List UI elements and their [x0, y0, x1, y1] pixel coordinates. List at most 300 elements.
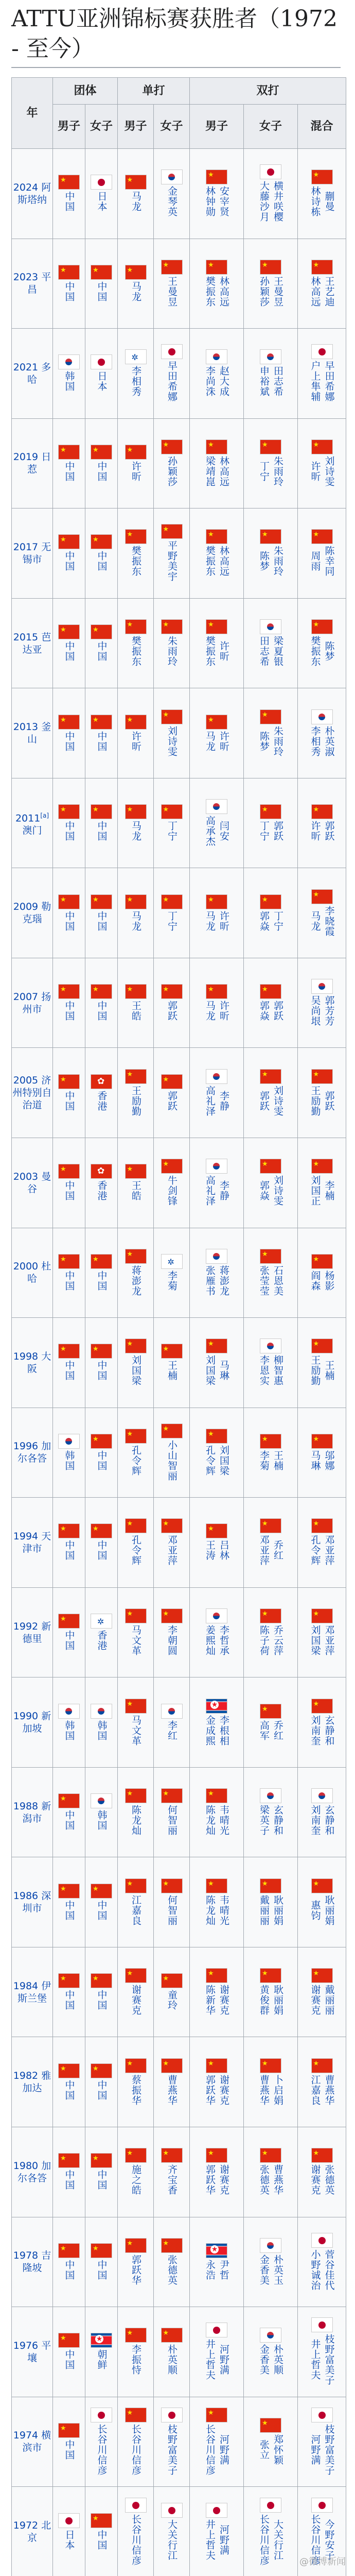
team-women-name[interactable]: 中国	[96, 2259, 108, 2280]
singles-women-name[interactable]: 枝野富美子	[166, 2424, 178, 2476]
team-women-name[interactable]: 中国	[96, 2170, 108, 2191]
player-name[interactable]: 许昕	[309, 821, 321, 842]
player-name[interactable]: 马龙	[204, 910, 216, 931]
singles-women-name[interactable]: 齐宝香	[166, 2164, 178, 2196]
player-name[interactable]: 乔红	[272, 1720, 284, 1741]
year-label[interactable]: 1976 平壤	[13, 2340, 51, 2364]
player-name[interactable]: 丁宁	[272, 910, 284, 931]
player-name[interactable]: 刘国正	[309, 1175, 321, 1207]
singles-women-name[interactable]: 王楠	[166, 1360, 178, 1381]
player-name[interactable]: 耿丽娟	[272, 1985, 284, 2016]
player-name[interactable]: 柳智惠	[272, 1355, 284, 1386]
player-name[interactable]: 王曼昱	[272, 276, 284, 307]
singles-women-name[interactable]: 李红	[166, 1720, 178, 1741]
player-name[interactable]: 乔云萍	[272, 1625, 284, 1656]
year-cell[interactable]	[12, 1408, 53, 1498]
player-name[interactable]: 河野满	[218, 2524, 230, 2555]
singles-men-name[interactable]: 孔令辉	[130, 1445, 142, 1476]
year-label[interactable]: 2024 阿斯塔纳	[13, 181, 51, 206]
player-name[interactable]: 朱雨玲	[272, 725, 284, 757]
player-name[interactable]: 林诗栋	[309, 186, 321, 217]
player-name[interactable]: 田志希	[258, 636, 270, 667]
team-women-name[interactable]: 香港	[96, 1090, 108, 1111]
team-women-name[interactable]: 中国	[96, 281, 108, 302]
year-cell[interactable]	[12, 1947, 53, 2037]
singles-women-name[interactable]: 孙颖莎	[166, 455, 178, 487]
year-note[interactable]: [a]	[40, 811, 49, 819]
year-cell[interactable]	[12, 2217, 53, 2307]
year-label[interactable]: 1980 加尔各答	[13, 2160, 51, 2184]
year-cell[interactable]	[12, 1498, 53, 1588]
player-name[interactable]: 曹燕华	[258, 2074, 270, 2106]
team-women-name[interactable]: 中国	[96, 1450, 108, 1471]
player-name[interactable]: 刘诗雯	[272, 1085, 284, 1116]
year-cell[interactable]	[12, 958, 53, 1048]
player-name[interactable]: 李静	[218, 1090, 230, 1111]
player-name[interactable]: 井上哲夫	[309, 2339, 321, 2381]
player-name[interactable]: 郭跃	[272, 1001, 284, 1022]
singles-men-name[interactable]: 王皓	[130, 1180, 142, 1201]
player-name[interactable]: 梁英子	[258, 1805, 270, 1836]
year-cell[interactable]	[12, 1677, 53, 1768]
player-name[interactable]: 李根相	[218, 1715, 230, 1746]
player-name[interactable]: 耿丽娟	[323, 1894, 335, 1926]
team-men-name[interactable]: 中国	[63, 2439, 75, 2460]
year-label[interactable]: 2019 日惹	[13, 451, 51, 476]
player-name[interactable]: 高军	[258, 1720, 270, 1741]
team-women-name[interactable]: 中国	[96, 1001, 108, 1022]
year-cell[interactable]	[12, 688, 53, 778]
singles-men-name[interactable]: 刘国梁	[130, 1355, 142, 1386]
player-name[interactable]: 郭跃	[323, 821, 335, 842]
team-men-name[interactable]: 中国	[63, 1540, 75, 1561]
player-name[interactable]: 朴英玉	[272, 2254, 284, 2285]
player-name[interactable]: 林高远	[218, 546, 230, 577]
player-name[interactable]: 陈梦	[323, 641, 335, 662]
player-name[interactable]: 刘国梁	[204, 1355, 216, 1386]
year-city[interactable]: 澳门	[22, 825, 42, 837]
player-name[interactable]: 江嘉良	[309, 2074, 321, 2106]
team-men-name[interactable]: 中国	[63, 551, 75, 572]
team-women-name[interactable]: 中国	[96, 731, 108, 752]
player-name[interactable]: 金成熙	[204, 1715, 216, 1746]
team-men-name[interactable]: 中国	[63, 2349, 75, 2370]
player-name[interactable]: 李尚洙	[204, 366, 216, 397]
singles-women-name[interactable]: 李菊	[166, 1270, 178, 1291]
player-name[interactable]: 梁夏银	[272, 636, 284, 667]
singles-men-name[interactable]: 李相秀	[130, 366, 142, 397]
year-label[interactable]: 2011	[15, 812, 41, 824]
player-name[interactable]: 张德英	[258, 2164, 270, 2196]
year-cell[interactable]	[12, 509, 53, 599]
player-name[interactable]: 黄俊群	[258, 1985, 270, 2016]
singles-men-name[interactable]: 马龙	[130, 821, 142, 842]
year-cell[interactable]	[12, 2397, 53, 2487]
player-name[interactable]: 梁靖崑	[204, 455, 216, 487]
singles-women-name[interactable]: 小山智丽	[166, 1439, 178, 1481]
player-name[interactable]: 谢赛克	[218, 2074, 230, 2106]
year-cell[interactable]	[12, 149, 53, 239]
singles-women-name[interactable]: 何智丽	[166, 1805, 178, 1836]
player-name[interactable]: 枝野富美子	[323, 2424, 335, 2476]
player-name[interactable]: 林高远	[309, 276, 321, 307]
singles-men-name[interactable]: 马龙	[130, 191, 142, 212]
player-name[interactable]: 孔令辉	[204, 1445, 216, 1476]
player-name[interactable]: 樊振东	[309, 636, 321, 667]
player-name[interactable]: 谢赛克	[218, 2164, 230, 2196]
player-name[interactable]: 长谷川信彦	[258, 2514, 270, 2566]
player-name[interactable]: 邓亚萍	[323, 1535, 335, 1566]
player-name[interactable]: 早田希娜	[323, 361, 335, 402]
team-men-name[interactable]: 中国	[63, 2170, 75, 2191]
singles-men-name[interactable]: 谢赛克	[130, 1985, 142, 2016]
player-name[interactable]: 朴英顺	[272, 2344, 284, 2376]
player-name[interactable]: 李哲承	[218, 1625, 230, 1656]
player-name[interactable]: 邓亚萍	[258, 1535, 270, 1566]
player-name[interactable]: 陈龙灿	[204, 1894, 216, 1926]
team-women-name[interactable]: 中国	[96, 1540, 108, 1561]
player-name[interactable]: 许昕	[218, 731, 230, 752]
player-name[interactable]: 韦晴光	[218, 1805, 230, 1836]
player-name[interactable]: 郭跃	[258, 1090, 270, 1111]
player-name[interactable]: 李相秀	[309, 725, 321, 757]
player-name[interactable]: 陈新华	[204, 1985, 216, 2016]
player-name[interactable]: 许昕	[309, 461, 321, 482]
player-name[interactable]: 许昕	[218, 910, 230, 931]
singles-men-name[interactable]: 施之皓	[130, 2164, 142, 2196]
year-cell[interactable]	[12, 2487, 53, 2576]
singles-men-name[interactable]: 蔡振华	[130, 2074, 142, 2106]
team-men-name[interactable]: 中国	[63, 1810, 75, 1831]
player-name[interactable]: 刘南奎	[309, 1715, 321, 1746]
player-name[interactable]: 王楠	[323, 1360, 335, 1381]
player-name[interactable]: 河野满	[309, 2434, 321, 2465]
singles-men-name[interactable]: 孔令辉	[130, 1535, 142, 1566]
player-name[interactable]: 田志希	[272, 366, 284, 397]
singles-women-name[interactable]: 金琴英	[166, 186, 178, 217]
singles-women-name[interactable]: 朱雨玲	[166, 636, 178, 667]
player-name[interactable]: 樊振东	[204, 636, 216, 667]
player-name[interactable]: 谢赛克	[309, 1985, 321, 2016]
player-name[interactable]: 张莹莹	[258, 1265, 270, 1296]
team-men-name[interactable]: 韩国	[63, 371, 75, 392]
player-name[interactable]: 陈梦	[258, 731, 270, 752]
team-women-name[interactable]: 中国	[96, 461, 108, 482]
player-name[interactable]: 杨影	[323, 1270, 335, 1291]
team-men-name[interactable]: 中国	[63, 1180, 75, 1201]
player-name[interactable]: 张德英	[323, 2164, 335, 2196]
singles-women-name[interactable]: 丁宁	[166, 821, 178, 842]
player-name[interactable]: 金香美	[258, 2254, 270, 2285]
year-label[interactable]: 1984 伊斯兰堡	[13, 1980, 51, 2004]
year-cell[interactable]	[12, 778, 53, 868]
player-name[interactable]: 周雨	[309, 551, 321, 572]
singles-men-name[interactable]: 马文革	[130, 1625, 142, 1656]
player-name[interactable]: 吕林	[218, 1540, 230, 1561]
team-women-name[interactable]: 日本	[96, 191, 108, 212]
year-label[interactable]: 2009 勒克瑙	[13, 901, 51, 925]
singles-men-name[interactable]: 马文革	[130, 1715, 142, 1746]
team-men-name[interactable]: 韩国	[63, 1450, 75, 1471]
player-name[interactable]: 郭焱	[258, 1001, 270, 1022]
year-cell[interactable]	[12, 418, 53, 509]
player-name[interactable]: 王励勤	[309, 1085, 321, 1116]
player-name[interactable]: 李菊	[258, 1450, 270, 1471]
year-cell[interactable]	[12, 598, 53, 688]
singles-women-name[interactable]: 郭跃	[166, 1001, 178, 1022]
singles-women-name[interactable]: 童玲	[166, 1990, 178, 2011]
player-name[interactable]: 戴丽丽	[323, 1985, 335, 2016]
team-women-name[interactable]: 中国	[96, 2079, 108, 2100]
player-name[interactable]: 李楠	[323, 1180, 335, 1201]
player-name[interactable]: 长谷川信彦	[204, 2424, 216, 2476]
player-name[interactable]: 井上哲夫	[204, 2519, 216, 2561]
player-name[interactable]: 刘国梁	[218, 1445, 230, 1476]
player-name[interactable]: 王艺迪	[323, 276, 335, 307]
player-name[interactable]: 长谷川信彦	[309, 2514, 321, 2566]
player-name[interactable]: 曹燕华	[323, 2074, 335, 2106]
year-label[interactable]: 2005 济州特别自治道	[12, 1075, 52, 1111]
player-name[interactable]: 张雁书	[204, 1265, 216, 1296]
team-men-name[interactable]: 中国	[63, 1990, 75, 2011]
team-men-name[interactable]: 中国	[63, 191, 75, 212]
team-women-name[interactable]: 中国	[96, 1900, 108, 1921]
player-name[interactable]: 许昕	[218, 1001, 230, 1022]
player-name[interactable]: 郭跃华	[204, 2164, 216, 2196]
team-men-name[interactable]: 中国	[63, 1360, 75, 1381]
team-women-name[interactable]: 韩国	[96, 1810, 108, 1831]
player-name[interactable]: 横井咲樱	[272, 181, 284, 223]
year-label[interactable]: 2015 芭达亚	[13, 631, 51, 655]
player-name[interactable]: 陈幸同	[323, 546, 335, 577]
year-label[interactable]: 1978 吉隆坡	[13, 2250, 51, 2274]
team-women-name[interactable]: 朝鲜	[96, 2349, 108, 2370]
player-name[interactable]: 郭跃华	[204, 2074, 216, 2106]
year-cell[interactable]	[12, 1138, 53, 1228]
year-label[interactable]: 1998 大阪	[13, 1350, 51, 1375]
player-name[interactable]: 马琳	[309, 1450, 321, 1471]
year-cell[interactable]	[12, 868, 53, 958]
player-name[interactable]: 郭芳芳	[323, 995, 335, 1027]
player-name[interactable]: 闫安	[218, 821, 230, 842]
year-cell[interactable]	[12, 1857, 53, 1947]
year-cell[interactable]	[12, 239, 53, 329]
player-name[interactable]: 高承杰	[204, 816, 216, 847]
player-name[interactable]: 林高远	[218, 455, 230, 487]
team-men-name[interactable]: 中国	[63, 461, 75, 482]
player-name[interactable]: 姜熙灿	[204, 1625, 216, 1656]
singles-women-name[interactable]: 曹燕华	[166, 2074, 178, 2106]
player-name[interactable]: 曹燕华	[272, 2164, 284, 2196]
player-name[interactable]: 玄静和	[323, 1715, 335, 1746]
singles-women-name[interactable]: 平野美宇	[166, 540, 178, 582]
player-name[interactable]: 蒋澎龙	[218, 1265, 230, 1296]
player-name[interactable]: 李静	[218, 1180, 230, 1201]
singles-men-name[interactable]: 许昕	[130, 461, 142, 482]
singles-men-name[interactable]: 马龙	[130, 281, 142, 302]
team-men-name[interactable]: 中国	[63, 1900, 75, 1921]
player-name[interactable]: 尹哲	[218, 2259, 230, 2280]
singles-men-name[interactable]: 王皓	[130, 1001, 142, 1022]
player-name[interactable]: 金香美	[258, 2344, 270, 2376]
year-label[interactable]: 1986 深圳市	[13, 1890, 51, 1914]
year-cell[interactable]	[12, 1587, 53, 1677]
year-label[interactable]: 1994 天津市	[13, 1530, 51, 1554]
singles-women-name[interactable]: 牛剑锋	[166, 1175, 178, 1207]
player-name[interactable]: 河野满	[218, 2434, 230, 2465]
player-name[interactable]: 王楠	[272, 1450, 284, 1471]
player-name[interactable]: 井上哲夫	[204, 2339, 216, 2381]
team-men-name[interactable]: 韩国	[63, 1720, 75, 1741]
team-men-name[interactable]: 中国	[63, 1090, 75, 1111]
singles-women-name[interactable]: 刘诗雯	[166, 725, 178, 757]
year-label[interactable]: 2023 平昌	[13, 272, 51, 296]
player-name[interactable]: 戴丽丽	[258, 1894, 270, 1926]
singles-men-name[interactable]: 李振恃	[130, 2344, 142, 2376]
team-men-name[interactable]: 中国	[63, 1001, 75, 1022]
singles-women-name[interactable]: 郭跃	[166, 1090, 178, 1111]
year-cell[interactable]	[12, 1048, 53, 1138]
singles-men-name[interactable]: 长谷川信彦	[130, 2424, 142, 2476]
year-cell[interactable]	[12, 1318, 53, 1408]
player-name[interactable]: 枝野富美子	[323, 2334, 335, 2386]
player-name[interactable]: 孙颖莎	[258, 276, 270, 307]
singles-men-name[interactable]: 王励勤	[130, 1085, 142, 1116]
team-men-name[interactable]: 中国	[63, 910, 75, 931]
team-men-name[interactable]: 中国	[63, 281, 75, 302]
singles-women-name[interactable]: 丁宁	[166, 910, 178, 931]
player-name[interactable]: 郭焱	[258, 1180, 270, 1201]
player-name[interactable]: 石恩美	[272, 1265, 284, 1296]
player-name[interactable]: 刘诗雯	[323, 455, 335, 487]
player-name[interactable]: 王涛	[204, 1540, 216, 1561]
player-name[interactable]: 大藤沙月	[258, 181, 270, 223]
player-name[interactable]: 谢赛克	[218, 1985, 230, 2016]
team-men-name[interactable]: 中国	[63, 1630, 75, 1651]
singles-women-name[interactable]: 张德英	[166, 2254, 178, 2285]
team-women-name[interactable]: 中国	[96, 1990, 108, 2011]
player-name[interactable]: 李恩实	[258, 1355, 270, 1386]
year-cell[interactable]	[12, 1228, 53, 1318]
player-name[interactable]: 林高远	[218, 276, 230, 307]
player-name[interactable]: 小野诚治	[309, 2249, 321, 2291]
player-name[interactable]: 今野安子	[323, 2519, 335, 2561]
year-cell[interactable]	[12, 2307, 53, 2397]
team-women-name[interactable]: 中国	[96, 2529, 108, 2550]
player-name[interactable]: 赵大成	[218, 366, 230, 397]
player-name[interactable]: 耿丽娟	[272, 1894, 284, 1926]
player-name[interactable]: 马龙	[204, 1001, 216, 1022]
team-women-name[interactable]: 日本	[96, 371, 108, 392]
player-name[interactable]: 郭跃	[272, 821, 284, 842]
player-name[interactable]: 河野满	[218, 2344, 230, 2376]
player-name[interactable]: 朱雨玲	[272, 455, 284, 487]
player-name[interactable]: 阎森	[309, 1270, 321, 1291]
year-label[interactable]: 2003 曼谷	[13, 1171, 51, 1195]
singles-men-name[interactable]: 蒋澎龙	[130, 1265, 142, 1296]
player-name[interactable]: 韦晴光	[218, 1894, 230, 1926]
year-label[interactable]: 1974 横滨市	[13, 2430, 51, 2454]
year-cell[interactable]	[12, 2037, 53, 2127]
team-men-name[interactable]: 中国	[63, 2259, 75, 2280]
team-women-name[interactable]: 中国	[96, 910, 108, 931]
player-name[interactable]: 王励勤	[309, 1355, 321, 1386]
player-name[interactable]: 永浩	[204, 2259, 216, 2280]
team-women-name[interactable]: 香港	[96, 1180, 108, 1201]
player-name[interactable]: 马琳	[218, 1360, 230, 1381]
player-name[interactable]: 郭跃	[323, 1090, 335, 1111]
player-name[interactable]: 陈梦	[258, 551, 270, 572]
singles-men-name[interactable]: 樊振东	[130, 546, 142, 577]
team-women-name[interactable]: 中国	[96, 821, 108, 842]
year-label[interactable]: 1988 新潟市	[13, 1800, 51, 1824]
player-name[interactable]: 马龙	[204, 731, 216, 752]
player-name[interactable]: 乔红	[272, 1540, 284, 1561]
player-name[interactable]: 张立	[258, 2439, 270, 2460]
year-label[interactable]: 2017 无锡市	[13, 541, 51, 565]
singles-women-name[interactable]: 邓亚萍	[166, 1535, 178, 1566]
player-name[interactable]: 朱雨玲	[272, 546, 284, 577]
player-name[interactable]: 丁宁	[258, 461, 270, 482]
player-name[interactable]: 陈子荷	[258, 1625, 270, 1656]
singles-women-name[interactable]: 何智丽	[166, 1894, 178, 1926]
player-name[interactable]: 蒯曼	[323, 191, 335, 212]
team-women-name[interactable]: 长谷川信彦	[96, 2424, 108, 2476]
year-cell[interactable]	[12, 1767, 53, 1857]
player-name[interactable]: 邬娜	[323, 1450, 335, 1471]
team-men-name[interactable]: 中国	[63, 641, 75, 662]
year-label[interactable]: 1992 新德里	[13, 1620, 51, 1645]
year-label[interactable]: 2021 多哈	[13, 361, 51, 385]
team-women-name[interactable]: 中国	[96, 551, 108, 572]
team-women-name[interactable]: 韩国	[96, 1720, 108, 1741]
singles-men-name[interactable]: 郭跃华	[130, 2254, 142, 2285]
team-women-name[interactable]: 香港	[96, 1630, 108, 1651]
player-name[interactable]: 玄静和	[272, 1805, 284, 1836]
singles-men-name[interactable]: 许昕	[130, 731, 142, 752]
year-label[interactable]: 1996 加尔各答	[13, 1440, 51, 1465]
singles-women-name[interactable]: 大关行江	[166, 2519, 178, 2561]
player-name[interactable]: 谢赛克	[309, 2164, 321, 2196]
team-women-name[interactable]: 中国	[96, 1270, 108, 1291]
singles-women-name[interactable]: 李朝圆	[166, 1625, 178, 1656]
singles-women-name[interactable]: 早田希娜	[166, 361, 178, 402]
player-name[interactable]: 许昕	[218, 641, 230, 662]
team-women-name[interactable]: 中国	[96, 641, 108, 662]
singles-men-name[interactable]: 江嘉良	[130, 1894, 142, 1926]
player-name[interactable]: 邓亚萍	[323, 1625, 335, 1656]
singles-men-name[interactable]: 陈龙灿	[130, 1805, 142, 1836]
player-name[interactable]: 高礼泽	[204, 1085, 216, 1116]
team-men-name[interactable]: 中国	[63, 1270, 75, 1291]
player-name[interactable]: 樊振东	[204, 546, 216, 577]
singles-women-name[interactable]: 王曼昱	[166, 276, 178, 307]
player-name[interactable]: 马龙	[309, 910, 321, 931]
team-women-name[interactable]: 中国	[96, 1360, 108, 1381]
player-name[interactable]: 李晓霞	[323, 905, 335, 937]
year-label[interactable]: 1972 北京	[13, 2520, 51, 2544]
player-name[interactable]: 丁宁	[258, 821, 270, 842]
team-men-name[interactable]: 日本	[63, 2529, 75, 2550]
singles-men-name[interactable]: 樊振东	[130, 636, 142, 667]
player-name[interactable]: 卜启娟	[272, 2074, 284, 2106]
year-label[interactable]: 1990 新加坡	[13, 1710, 51, 1735]
player-name[interactable]: 安宰贤	[218, 186, 230, 217]
player-name[interactable]: 玄静和	[323, 1805, 335, 1836]
player-name[interactable]: 刘国梁	[309, 1625, 321, 1656]
player-name[interactable]: 吴尚垠	[309, 995, 321, 1027]
player-name[interactable]: 郭焱	[258, 910, 270, 931]
